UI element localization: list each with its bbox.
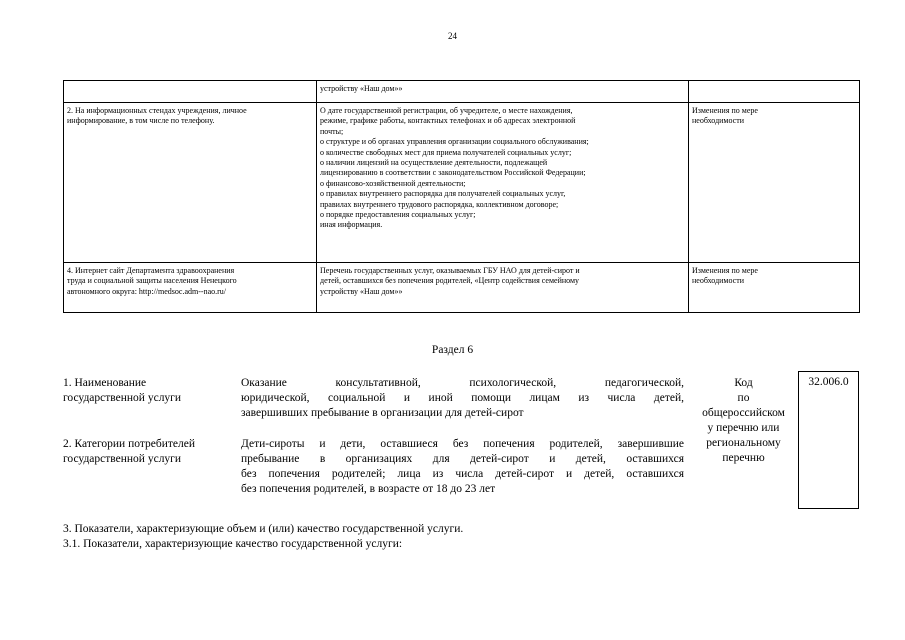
cell-line: информирование, в том числе по телефону. [67, 116, 215, 126]
cell-line: о количестве свободных мест для приема получателей социальных услуг; [320, 147, 572, 157]
cell-line: о финансово-хозяйственной деятельности; [320, 178, 466, 188]
cell-line: 2. На информационных стендах учреждения, личное [67, 106, 247, 115]
table-row [64, 103, 860, 263]
text-line: пребывание в организациях для детей-сирот и детей, оставшихся [241, 453, 684, 465]
cell-line: необходимости [692, 276, 745, 286]
text-line: без попечения родителей, в возрасте от 18 до 23 лет [241, 483, 496, 495]
cell-line: почты; [320, 126, 344, 136]
cell-line: автономного округа: http://medsoc.adm--nao.ru/ [67, 286, 226, 296]
page-number: 24 [448, 31, 457, 41]
table-cell [689, 103, 860, 263]
cell-line: о порядке предоставления социальных услуг; [320, 209, 476, 219]
label-line: государственной услуги [63, 392, 182, 404]
text-line: без попечения родителей; лица из числа детей-сирот и детей, оставшихся [241, 468, 684, 480]
cell-line: иная информация. [320, 220, 383, 230]
cell-line: устройству «Наш дом»» [320, 286, 403, 296]
label-line: региональному [706, 437, 781, 449]
indicators-line-2: 3.1. Показатели, характеризующие качество государственной услуги: [63, 538, 403, 550]
table-cell [317, 103, 689, 263]
section-title: Раздел 6 [431, 344, 474, 356]
label-line: перечню [722, 452, 765, 464]
consumer-category-value [241, 437, 684, 497]
indicators-heading [63, 522, 463, 552]
cell-line: детей, оставшихся без попечения родителей, «Центр содействия семейному [320, 276, 580, 286]
table-cell [689, 263, 860, 313]
label-line: у перечню или [707, 422, 780, 434]
label-line: государственной услуги [63, 453, 182, 465]
label-line: 1. Наименование [63, 377, 147, 389]
cell-line: Изменения по мере [692, 106, 758, 115]
text-line: Оказание консультативной, психологической, педагогической, [241, 377, 684, 389]
table-row [64, 263, 860, 313]
cell-line: устройству «Наш дом»» [320, 84, 403, 93]
table-cell [689, 81, 860, 103]
cell-line: Перечень государственных услуг, оказываемых ГБУ НАО для детей-сирот и [320, 266, 580, 275]
info-table [63, 80, 860, 313]
cell-line: правилах внутреннего трудового распорядка, коллективном договоре; [320, 199, 559, 209]
text-line: Дети-сироты и дети, оставшиеся без попечения родителей, завершившие [241, 438, 684, 450]
label-line: по [737, 392, 750, 404]
registry-code-label [688, 376, 799, 466]
service-name-value [241, 376, 684, 421]
cell-line: необходимости [692, 116, 745, 126]
table-cell [317, 81, 689, 103]
consumer-category-label [63, 437, 238, 467]
cell-line: О дате государственной регистрации, об учредителе, о месте нахождения, [320, 106, 573, 115]
table-row [64, 81, 860, 103]
cell-line: о наличии лицензий на осуществление деятельности, подлежащей [320, 157, 548, 167]
table-cell [64, 81, 317, 103]
cell-line: 4. Интернет сайт Департамента здравоохранения [67, 266, 235, 275]
service-name-label [63, 376, 238, 406]
text-line: завершивших пребывание в организации для детей-сирот [241, 407, 524, 419]
registry-code-value: 32.006.0 [808, 376, 849, 388]
table-cell [317, 263, 689, 313]
indicators-line-1: 3. Показатели, характеризующие объем и (или) качество государственной услуги. [63, 523, 464, 535]
text-line: юридической, социальной и иной помощи лицам из числа детей, [241, 392, 684, 404]
label-line: Код [734, 377, 753, 389]
label-line: общероссийском [702, 407, 785, 419]
table-cell [64, 263, 317, 313]
cell-line: лицензированию в соответствии с законодательством Российской Федерации; [320, 168, 586, 178]
label-line: 2. Категории потребителей [63, 438, 195, 450]
cell-line: о структуре и об органах управления организации социального обслуживания; [320, 137, 589, 147]
cell-line: режиме, графике работы, контактных телефонах и об адресах электронной [320, 116, 576, 126]
cell-line: о правилах внутреннего распорядка для получателей социальных услуг, [320, 189, 566, 199]
registry-code-box [798, 371, 859, 509]
cell-line: Изменения по мере [692, 266, 758, 275]
cell-line: труда и социальной защиты населения Ненецкого [67, 276, 237, 286]
table-cell [64, 103, 317, 263]
